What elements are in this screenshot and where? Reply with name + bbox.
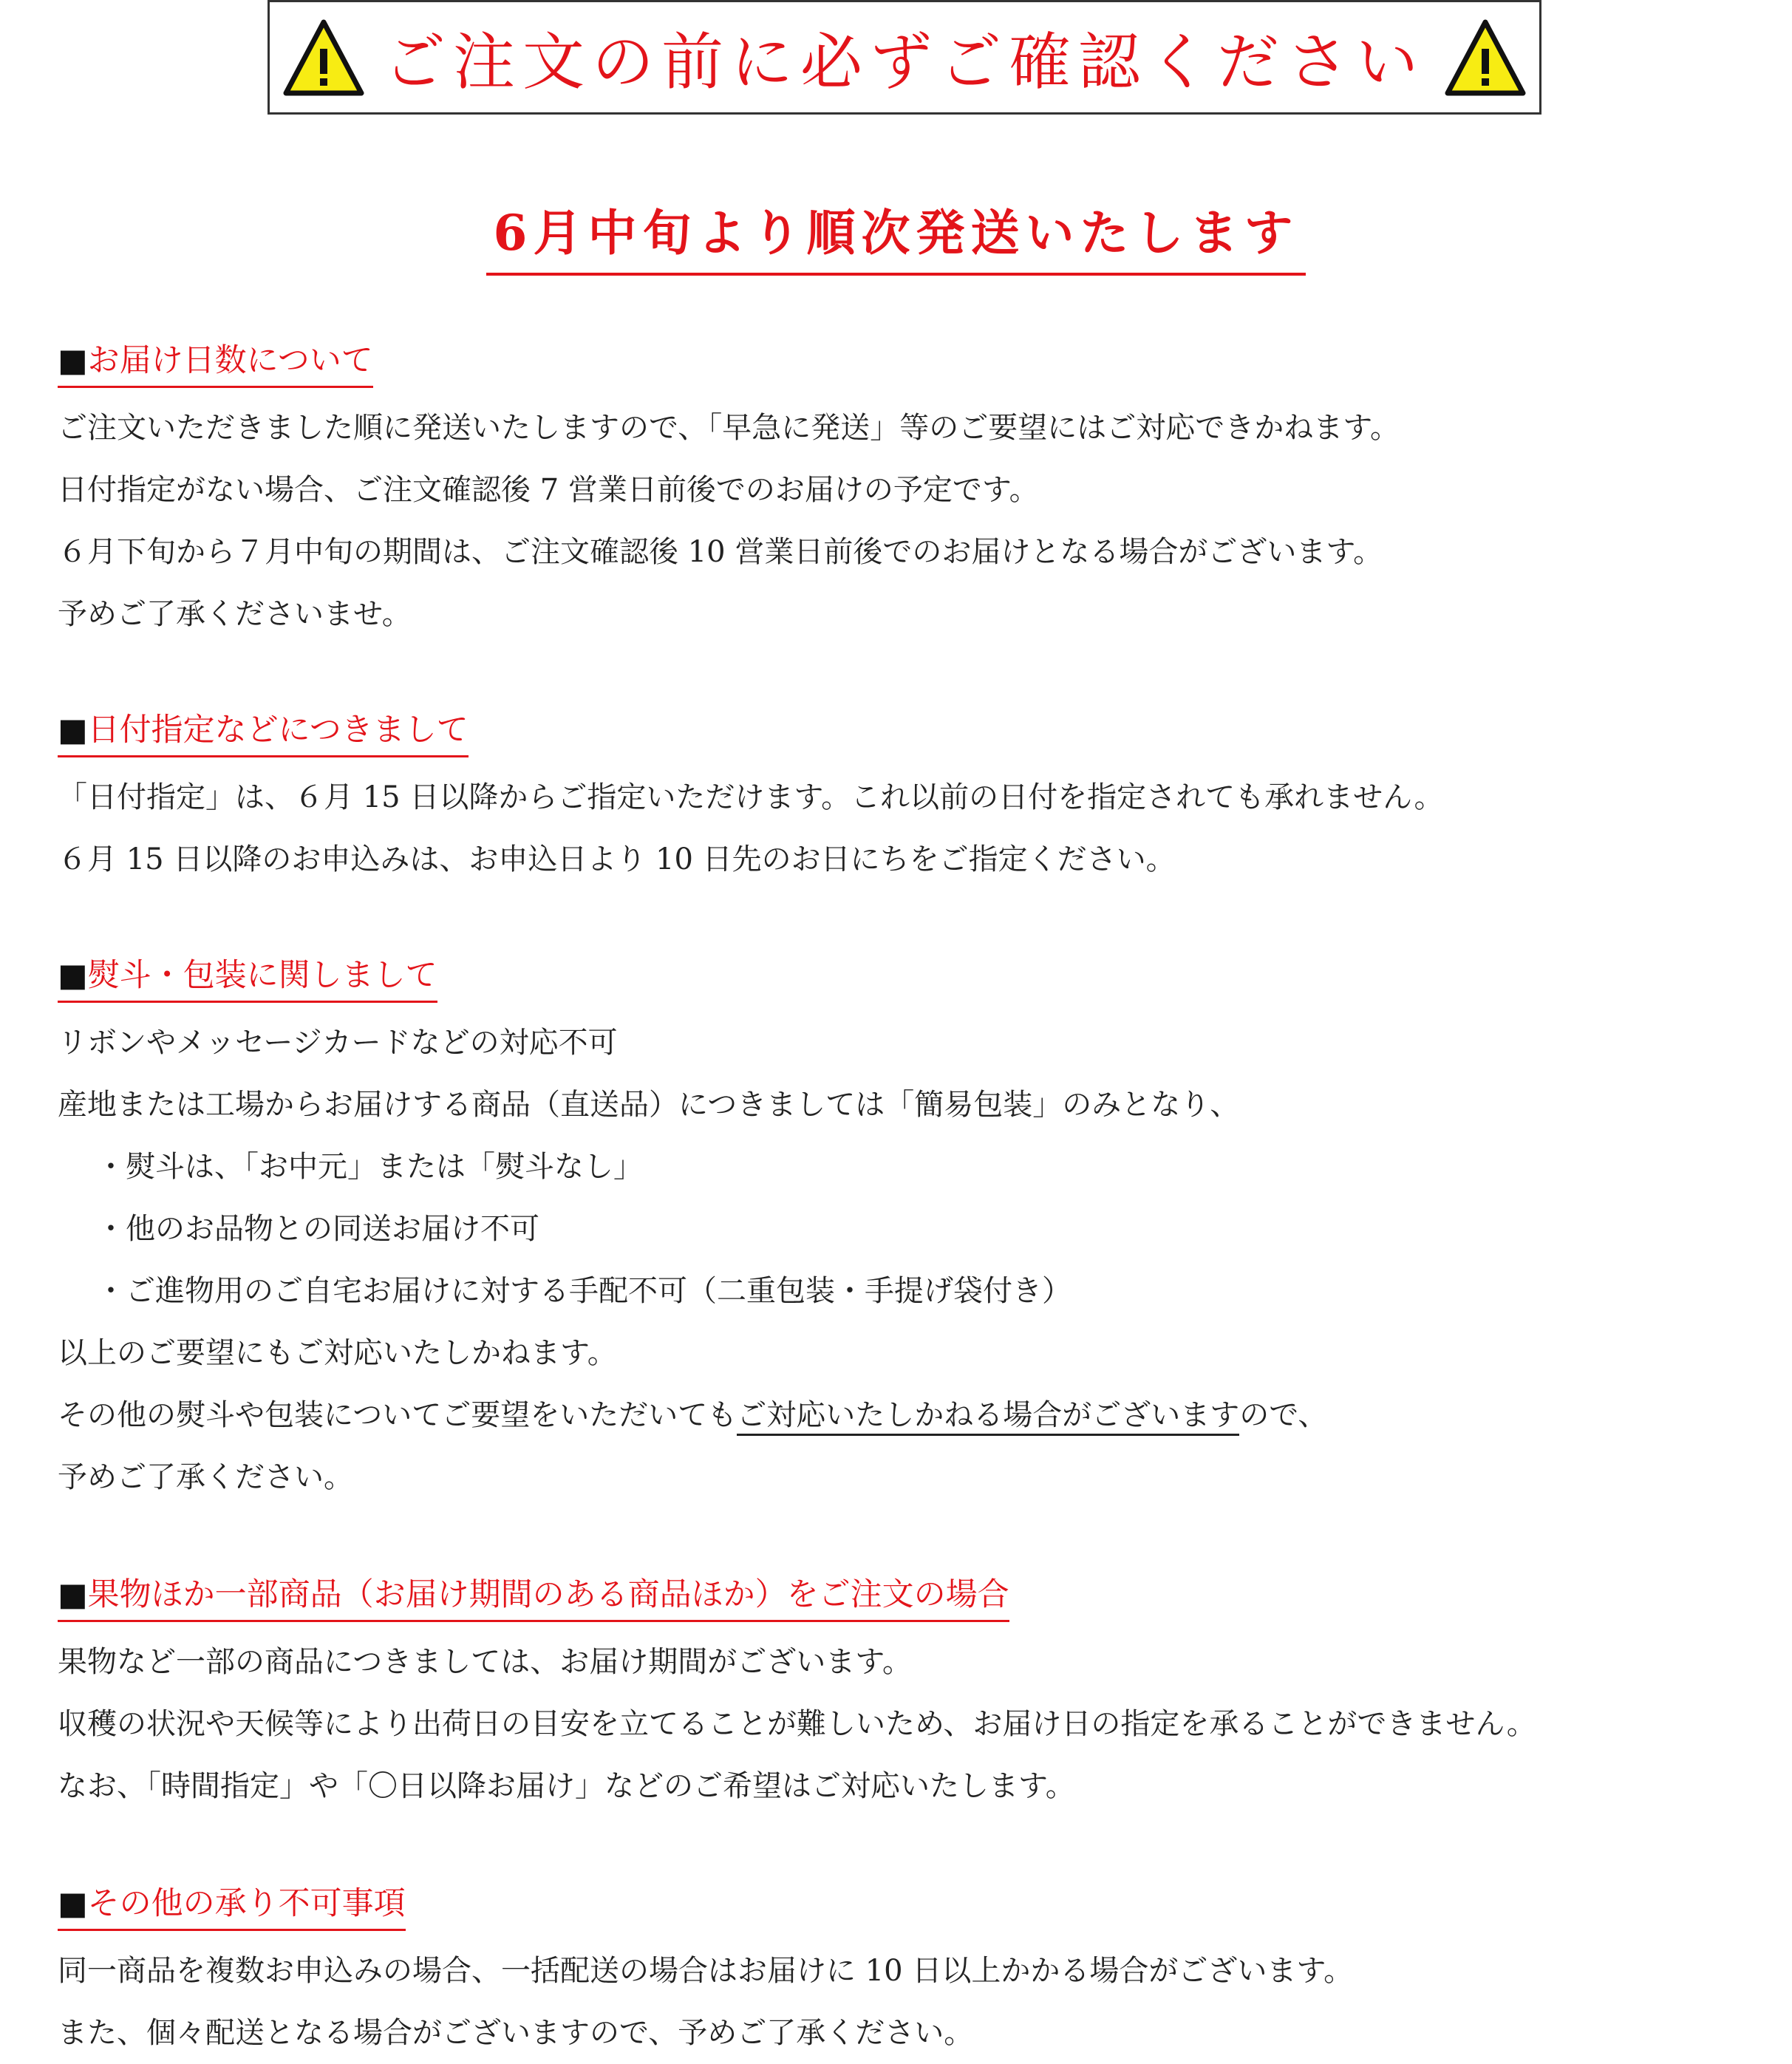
warning-icon	[283, 19, 364, 96]
section-title: 果物ほか一部商品（お届け期間のある商品ほか）をご注文の場合	[87, 1576, 1009, 1613]
section-heading	[58, 340, 373, 388]
section-fruit-orders	[58, 1574, 1536, 1817]
paragraph-line: リボンやメッセージカードなどの対応不可	[58, 1026, 618, 1060]
text-span: その他の熨斗や包装についてご要望をいただいても	[58, 1398, 737, 1432]
list-item: ・ご進物用のご自宅お届けに対する手配不可（二重包装・手提げ袋付き）	[96, 1274, 1072, 1308]
section-title: お届け日数について	[87, 342, 373, 379]
paragraph-line: また、個々配送となる場合がございますので、予めご了承ください。	[58, 2016, 974, 2050]
bullet-square-icon: ■	[58, 1885, 88, 1922]
section-heading	[58, 709, 469, 757]
list-item: ・熨斗は、「お中元」または「熨斗なし」	[96, 1150, 643, 1184]
bullet-square-icon: ■	[58, 342, 88, 379]
paragraph-line: 以上のご要望にもご対応いたしかねます。	[58, 1336, 617, 1370]
section-noshi-wrapping	[58, 955, 1327, 1508]
paragraph-line: 予めご了承くださいませ。	[58, 597, 412, 631]
paragraph-line: 収穫の状況や天候等により出荷日の目安を立てることが難しいため、お届け日の指定を承ることができません。	[58, 1707, 1536, 1741]
paragraph-line: ご注文いただきました順に発送いたしますので、「早急に発送」等のご要望にはご対応できかねます。	[58, 411, 1400, 445]
paragraph-line: 「日付指定」は、６月 15 日以降からご指定いただけます。これ以前の日付を指定されても承れません。	[58, 780, 1444, 814]
paragraph-line: 産地または工場からお届けする商品（直送品）につきましては「簡易包装」のみとなり、	[58, 1088, 1240, 1122]
section-heading	[58, 1574, 1009, 1622]
section-date-designation	[58, 709, 1444, 890]
bullet-square-icon: ■	[58, 712, 88, 749]
paragraph-line: 果物など一部の商品につきましては、お届け期間がございます。	[58, 1645, 912, 1679]
text-span: ので、	[1239, 1398, 1328, 1432]
paragraph-line: 同一商品を複数お申込みの場合、一括配送の場合はお届けに 10 日以上かかる場合がございます。	[58, 1954, 1354, 1988]
paragraph-line: なお、「時間指定」や「〇日以降お届け」などのご希望はご対応いたします。	[58, 1769, 1075, 1803]
section-title: 熨斗・包装に関しまして	[87, 957, 437, 994]
banner-title: ご注文の前に必ずご確認ください	[383, 26, 1425, 98]
list-item: ・他のお品物との同送お届け不可	[96, 1212, 539, 1246]
paragraph-line: 日付指定がない場合、ご注文確認後 7 営業日前後でのお届けの予定です。	[58, 473, 1039, 507]
paragraph-line: 予めご了承ください。	[58, 1460, 353, 1494]
section-heading	[58, 955, 437, 1003]
section-heading	[58, 1883, 406, 1931]
section-title: 日付指定などにつきまして	[87, 712, 469, 749]
warning-icon	[1445, 19, 1526, 96]
section-delivery-days	[58, 340, 1400, 645]
paragraph-line: ６月下旬から７月中旬の期間は、ご注文確認後 10 営業日前後でのお届けとなる場合がございます。	[58, 535, 1383, 569]
paragraph-line	[58, 1384, 1327, 1446]
shipping-notice	[0, 194, 1792, 276]
shipping-notice-text: 6月中旬より順次発送いたします	[486, 194, 1306, 276]
notice-banner	[268, 0, 1541, 115]
underlined-text: ご対応いたしかねる場合がございます	[737, 1398, 1239, 1436]
bullet-square-icon: ■	[58, 1576, 88, 1613]
paragraph-line: ６月 15 日以降のお申込みは、お申込日より 10 日先のお日にちをご指定ください。	[58, 842, 1176, 876]
section-title: その他の承り不可事項	[87, 1885, 406, 1922]
bullet-square-icon: ■	[58, 957, 88, 994]
section-other-restrictions	[58, 1883, 1353, 2064]
